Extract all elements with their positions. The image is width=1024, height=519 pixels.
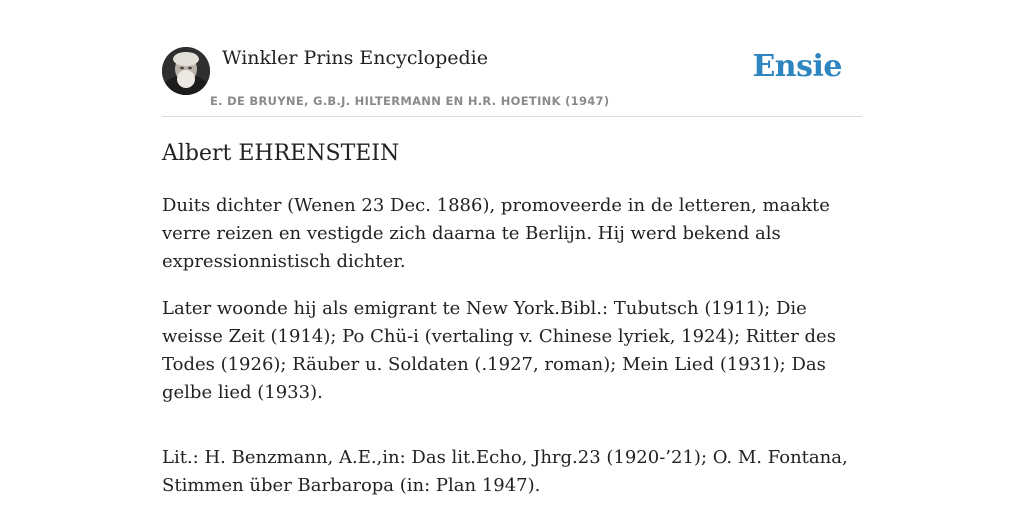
author-portrait-icon <box>162 47 210 95</box>
article-paragraph: Later woonde hij als emigrant te New York.Bibl.: Tubutsch (1911); Die weisse Zeit (1914); Po Chü-i (vertaling v. Chinese lyriek, 1924); Ritter des Todes (1926); Räuber u. Soldaten (.1927, roman); Mein Lied (1931); Das gelbe lied (1933). <box>162 298 836 403</box>
article-title: Albert EHRENSTEIN <box>162 141 400 166</box>
article <box>162 138 862 519</box>
article-paragraph: Duits dichter (Wenen 23 Dec. 1886), promoveerde in de letteren, maakte verre reizen en vestigde zich daarna te Berlijn. Hij werd bekend als expressionnistisch dichter. <box>162 195 830 272</box>
site-header <box>162 44 862 117</box>
authors-line: E. DE BRUYNE, G.B.J. HILTERMANN EN H.R. HOETINK (1947) <box>210 94 610 108</box>
paragraph-spacer <box>162 426 862 444</box>
ensie-logo-link[interactable]: Ensie <box>752 49 842 84</box>
article-paragraph: Lit.: H. Benzmann, A.E.,in: Das lit.Echo, Jhrg.23 (1920-’21); O. M. Fontana, Stimmen über Barbaropa (in: Plan 1947). <box>162 447 848 496</box>
site-title[interactable]: Winkler Prins Encyclopedie <box>222 47 488 69</box>
